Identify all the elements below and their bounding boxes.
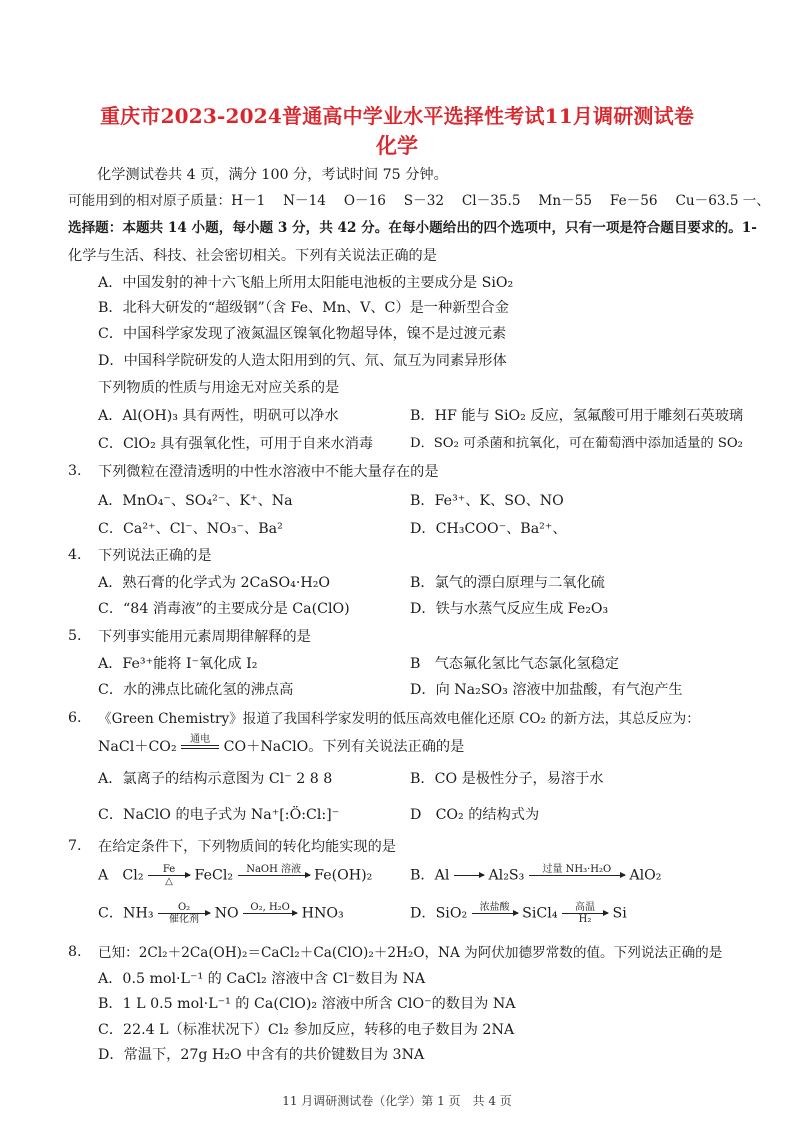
q6-option-a: A．氯离子的结构示意图为 Cl⁻ 2 8 8 bbox=[98, 771, 333, 787]
q8-option-a: A．0.5 mol·L⁻¹ 的 CaCl₂ 溶液中含 Cl⁻数目为 NA bbox=[98, 971, 426, 987]
q1-option-b: B．北科大研发的“超级钢”（含 Fe、Mn、V、C）是一种新型合金 bbox=[98, 300, 509, 316]
q4-number: 4. bbox=[68, 547, 82, 563]
q4-option-a: A．熟石膏的化学式为 2CaSO₄·H₂O bbox=[98, 575, 331, 591]
q7-d-product: Si bbox=[612, 905, 627, 922]
q7-option-a bbox=[98, 864, 372, 887]
q6-stem: 《Green Chemistry》报道了我国科学家发明的低压高效电催化还原 CO₂ 的新方法，其总反应为： bbox=[98, 711, 700, 727]
exam-title: 重庆市2023-2024普通高中学业水平选择性考试11月调研测试卷 bbox=[99, 104, 695, 128]
q7-a-cond-bot-1: △ bbox=[165, 876, 173, 887]
q7-b-arrow-2 bbox=[529, 864, 625, 887]
q4-stem: 下列说法正确的是 bbox=[98, 548, 212, 564]
q7-b-arrow-1 bbox=[454, 864, 484, 887]
q7-b-cond-top-2: 过量 NH₃·H₂O bbox=[542, 864, 612, 875]
q4-option-c: C．“84 消毒液”的主要成分是 Ca(ClO) bbox=[98, 601, 350, 617]
q7-d-cond-bot-2: H₂ bbox=[578, 914, 592, 925]
q2-stem: 下列物质的性质与用途无对应关系的是 bbox=[98, 380, 340, 396]
q2-option-c: C．ClO₂ 具有强氧化性，可用于自来水消毒 bbox=[98, 436, 374, 452]
q7-a-arrow-2 bbox=[238, 864, 310, 887]
q1-option-a: A．中国发射的神十六飞船上所用太阳能电池板的主要成分是 SiO₂ bbox=[98, 275, 514, 291]
exam-note: 化学测试卷共 4 页，满分 100 分，考试时间 75 分钟。 bbox=[97, 167, 448, 183]
q7-stem: 在给定条件下，下列物质间的转化均能实现的是 bbox=[98, 839, 396, 855]
q7-d-reactant: D．SiO₂ bbox=[410, 905, 468, 922]
subject-title: 化学 bbox=[376, 133, 418, 158]
page-footer: 11 月调研测试卷（化学）第 1 页 共 4 页 bbox=[282, 1094, 512, 1108]
q8-option-c: C．22.4 L（标准状况下）Cl₂ 参加反应，转移的电子数目为 2NA bbox=[98, 1022, 515, 1038]
q4-option-d: D．铁与水蒸气反应生成 Fe₂O₃ bbox=[410, 601, 609, 617]
q8-option-b: B．1 L 0.5 mol·L⁻¹ 的 Ca(ClO)₂ 溶液中所含 ClO⁻的数目为 NA bbox=[98, 996, 516, 1012]
q5-option-a: A．Fe³⁺能将 I⁻氧化成 I₂ bbox=[98, 656, 258, 672]
q7-option-d bbox=[410, 902, 627, 925]
q7-c-cond-bot-1: 催化剂 bbox=[169, 914, 200, 925]
q7-c-intermediate: NO bbox=[214, 905, 239, 922]
q6-eq-left: NaCl＋CO₂ bbox=[98, 739, 177, 755]
q7-c-product: HNO₃ bbox=[301, 905, 344, 922]
q5-option-d: D．向 Na₂SO₃ 溶液中加盐酸，有气泡产生 bbox=[410, 682, 683, 698]
q7-a-arrow-1 bbox=[148, 864, 190, 887]
q2-option-d: D．SO₂ 可杀菌和抗氧化，可在葡萄酒中添加适量的 SO₂ bbox=[410, 436, 743, 451]
q5-stem: 下列事实能用元素周期律解释的是 bbox=[98, 629, 311, 645]
q3-option-b: B．Fe³⁺、K、SO、NO bbox=[410, 493, 564, 509]
q7-c-reactant: C．NH₃ bbox=[98, 905, 154, 922]
q8-option-d: D．常温下，27g H₂O 中含有的共价键数目为 3NA bbox=[98, 1047, 425, 1063]
q1-option-d: D．中国科学院研发的人造太阳用到的氕、氘、氚互为同素异形体 bbox=[98, 353, 507, 369]
q7-a-cond-top-2: NaOH 溶液 bbox=[246, 864, 302, 875]
q7-c-arrow-1 bbox=[158, 902, 210, 925]
q7-c-cond-top-2: O₂, H₂O bbox=[250, 902, 290, 913]
q6-option-b: B．CO 是极性分子，易溶于水 bbox=[410, 771, 604, 787]
q5-number: 5. bbox=[68, 628, 82, 644]
atomic-masses: 可能用到的相对原子质量：H－1 N－14 O－16 S－32 Cl－35.5 Mn－55 Fe－56 Cu－63.5 一、 bbox=[68, 193, 770, 209]
q5-option-b: B 气态氟化氢比气态氯化氢稳定 bbox=[410, 656, 620, 672]
q2-option-a: A．Al(OH)₃ 具有两性，明矾可以净水 bbox=[98, 408, 339, 424]
q7-a-product: Fe(OH)₂ bbox=[314, 867, 373, 884]
q7-option-b bbox=[410, 864, 661, 887]
q6-number: 6. bbox=[68, 710, 82, 726]
q5-option-c: C．水的沸点比硫化氢的沸点高 bbox=[98, 682, 294, 698]
q6-eq-arrow bbox=[181, 734, 219, 760]
q7-a-intermediate: FeCl₂ bbox=[194, 867, 234, 884]
q7-c-arrow-2 bbox=[243, 902, 297, 925]
q7-b-product: AlO₂ bbox=[629, 867, 662, 884]
q7-a-cond-top-1: Fe bbox=[162, 864, 176, 875]
q3-stem: 下列微粒在澄清透明的中性水溶液中不能大量存在的是 bbox=[98, 464, 439, 480]
q3-number: 3. bbox=[68, 463, 82, 479]
section-heading: 选择题：本题共 14 小题，每小题 3 分，共 42 分。在每小题给出的四个选项中，只有一项是符合题目要求的。1- bbox=[68, 220, 757, 236]
q7-d-cond-top-2: 高温 bbox=[575, 902, 596, 913]
q3-option-a: A．MnO₄⁻、SO₄²⁻、K⁺、Na bbox=[98, 493, 293, 509]
q6-option-c: C．NaClO 的电子式为 Na⁺[:Ö:Cl:]⁻ bbox=[98, 807, 340, 823]
q1-stem: 化学与生活、科技、社会密切相关。下列有关说法正确的是 bbox=[68, 248, 437, 264]
q3-option-d: D．CH₃COO⁻、Ba²⁺、 bbox=[410, 521, 567, 537]
q6-eq-right: CO＋NaClO。下列有关说法正确的是 bbox=[223, 739, 465, 755]
q3-option-c: C．Ca²⁺、Cl⁻、NO₃⁻、Ba² bbox=[98, 521, 283, 537]
q2-option-b: B．HF 能与 SiO₂ 反应，氢氟酸可用于雕刻石英玻璃 bbox=[410, 408, 744, 424]
q8-stem: 已知：2Cl₂＋2Ca(OH)₂＝CaCl₂＋Ca(ClO)₂＋2H₂O，NA 为阿伏加德罗常数的值。下列说法正确的是 bbox=[98, 945, 723, 961]
q1-option-c: C．中国科学家发现了液氮温区镍氧化物超导体，镍不是过渡元素 bbox=[98, 326, 507, 342]
q6-equation bbox=[98, 734, 464, 760]
q4-option-b: B．氯气的漂白原理与二氧化硫 bbox=[410, 575, 605, 591]
q7-d-arrow-1 bbox=[472, 902, 518, 925]
q7-number: 7. bbox=[68, 838, 82, 854]
q7-option-c bbox=[98, 902, 344, 925]
q7-b-reactant: B．Al bbox=[410, 867, 450, 884]
q8-number: 8. bbox=[68, 944, 82, 960]
q7-c-cond-top-1: O₂ bbox=[177, 902, 191, 913]
q6-option-d: D CO₂ 的结构式为 bbox=[410, 807, 540, 823]
q7-b-intermediate: Al₂S₃ bbox=[488, 867, 525, 884]
q7-d-arrow-2 bbox=[562, 902, 608, 925]
q7-d-intermediate: SiCl₄ bbox=[522, 905, 558, 922]
q7-d-cond-top-1: 浓盐酸 bbox=[479, 902, 510, 913]
q6-eq-condition: 通电 bbox=[190, 734, 211, 745]
q7-a-reactant: A Cl₂ bbox=[98, 867, 144, 884]
